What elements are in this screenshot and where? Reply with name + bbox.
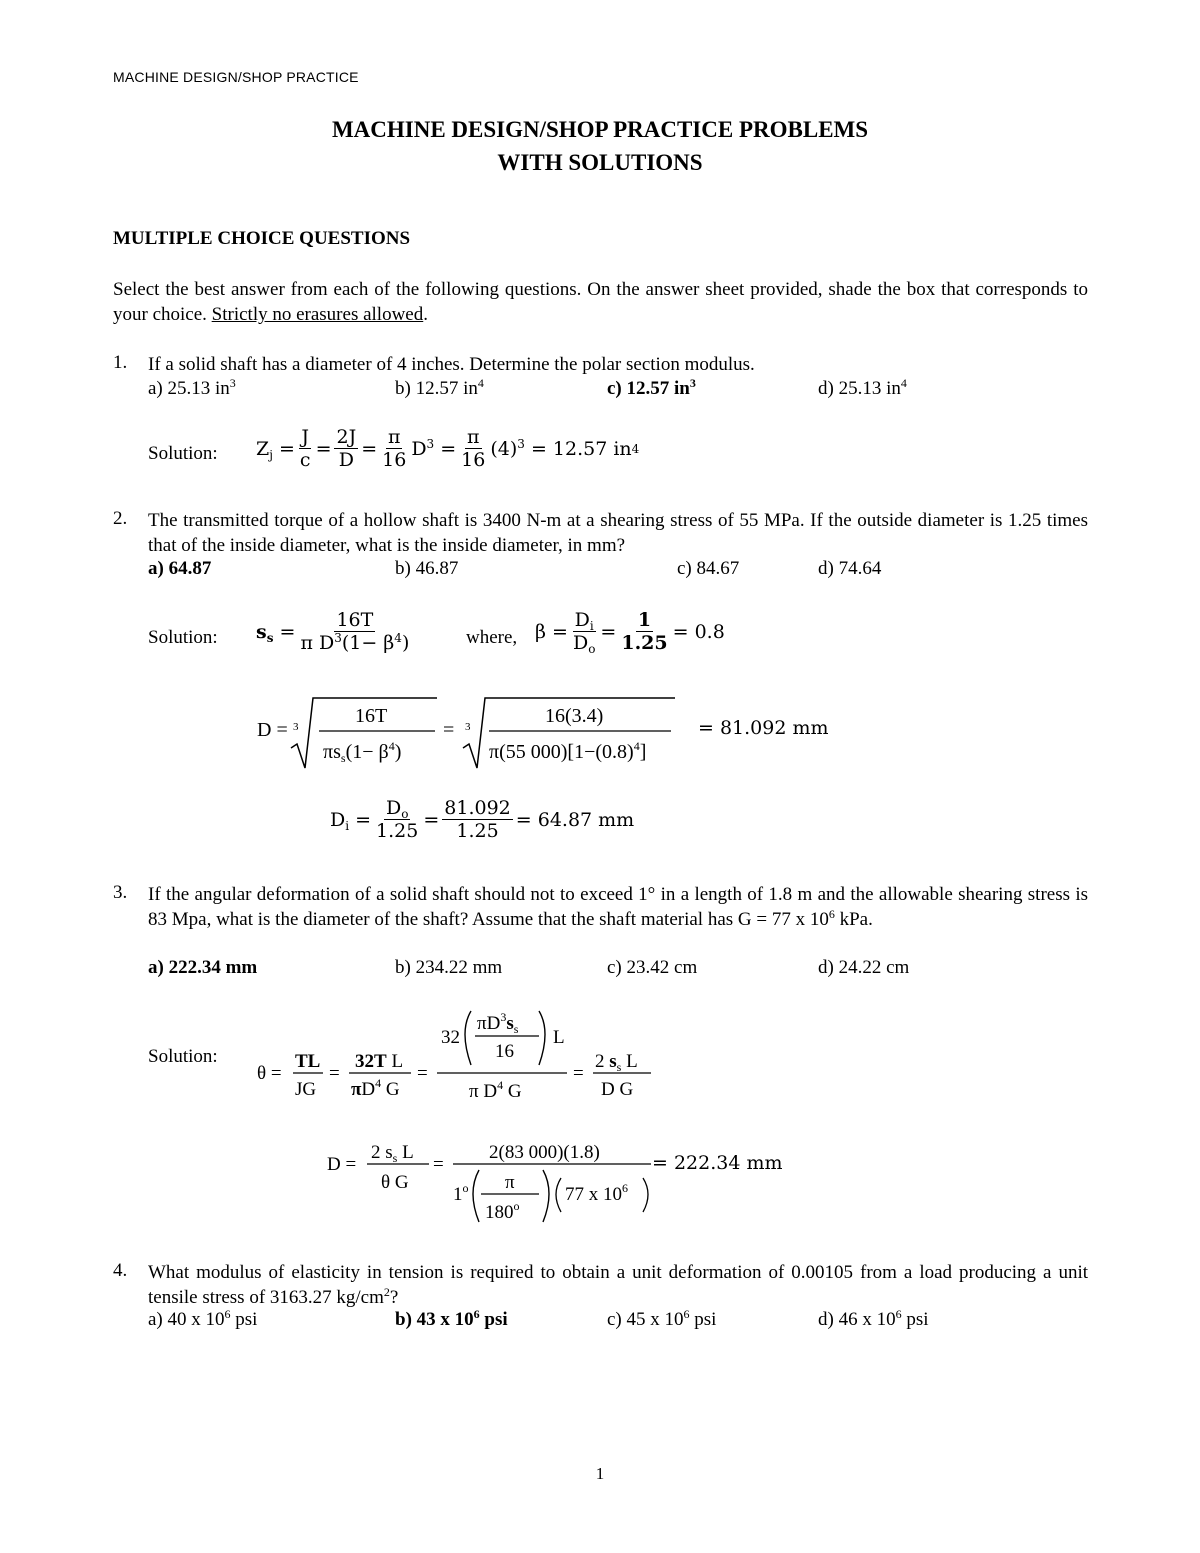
instructions-underlined: Strictly no erasures allowed [211,304,424,325]
svg-text:3: 3 [465,721,471,733]
question-3-text-end: kPa. [839,909,873,930]
svg-text:16: 16 [495,1041,514,1062]
svg-text:=: = [329,1063,340,1084]
q4-option-d-unit: psi [901,1309,929,1330]
svg-text:θ =: θ = [257,1063,282,1084]
svg-text:=: = [443,719,455,741]
q4-option-a-text: a) 40 x 10 [148,1309,225,1330]
svg-text:2 ss L: 2 $s_s$ L [371,1142,414,1165]
svg-text:D =: D = [257,719,288,741]
svg-text:θ G: θ G [381,1172,409,1193]
q1-option-b-sup: 4 [477,376,484,390]
q3-option-b: b) 234.22 mm [395,957,503,978]
instructions-text: Select the best answer from each of the following questions. On the answer sheet provided, shade the box that corresponds to your choice. [113,279,1088,325]
q3-D-result: = 222.34 mm [652,1152,783,1174]
q1-option-c-answer [607,378,696,400]
svg-text:77 x 106: 77 x $10^6$ [565,1181,628,1205]
question-3-text-sup: 6 [828,907,835,921]
q3-option-c: c) 23.42 cm [607,957,698,978]
svg-text:D =: D = [327,1154,357,1175]
q3-option-a-answer: a) 222.34 mm [148,957,258,978]
svg-text:=: = [433,1154,444,1175]
q1-option-b-text: b) 12.57 in [395,378,478,399]
question-2-text: The transmitted torque of a hollow shaft is 3400 N-m at a shearing stress of 55 MPa. If the outside diameter is 1.25 times that of the inside diameter, what is the inside diameter, in mm? [148,510,1088,556]
q4-option-c-text: c) 45 x 10 [607,1309,684,1330]
q2-option-d: d) 74.64 [818,558,882,579]
svg-text:π D4 G: π $D^4$ G [469,1078,522,1102]
svg-text:1o: 1$^o$ [453,1181,469,1205]
svg-text:2 ss L: 2 $s_s$ L [595,1051,638,1074]
q4-option-d [818,1309,929,1331]
svg-text:L: L [553,1027,565,1048]
svg-text:3: 3 [293,721,299,733]
instructions [113,277,1088,327]
svg-text:TL: TL [295,1051,321,1072]
svg-text:π: π [505,1172,515,1193]
q1-option-d-text: d) 25.13 in [818,378,901,399]
q2-D-result: = 81.092 mm [698,717,829,739]
q2-stress-equation: $s_s$ = $\frac{16T}{\pi D^3(1- \beta^4)}$ [256,609,410,654]
section-title: MULTIPLE CHOICE QUESTIONS [113,228,411,249]
svg-text:π(55 000)[1−(0.8)4]: π(55 $000)[1-(0.8)^4]$ [489,739,647,763]
q4-option-a [148,1309,257,1331]
q1-result: = 12.57 in [530,437,632,460]
document-title-line1: MACHINE DESIGN/SHOP PRACTICE PROBLEMS [331,117,869,142]
svg-text:=: = [417,1063,428,1084]
question-2-number: 2. [113,508,128,529]
document-title-line2: WITH SOLUTIONS [497,150,703,175]
q1-solution-label: Solution: [148,443,218,464]
svg-text:32: 32 [441,1027,460,1048]
svg-text:180o: 180$^o$ [485,1199,520,1223]
q4-option-a-exp: 6 [224,1307,231,1321]
q1-option-c-text: c) 12.57 in [607,378,690,399]
svg-text:=: = [573,1063,584,1084]
q4-option-b-text: b) 43 x 10 [395,1309,474,1330]
question-1-text: If a solid shaft has a diameter of 4 inches. Determine the polar section modulus. [148,354,755,375]
svg-text:πD3ss: $\pi D^3s_s$ [477,1010,519,1036]
svg-text:JG: JG [295,1079,317,1100]
q2-option-b: b) 46.87 [395,558,459,579]
question-1-number: 1. [113,352,128,373]
q1-option-a [148,378,236,400]
q4-option-b-unit: psi [479,1309,508,1330]
q4-option-d-text: d) 46 x 10 [818,1309,896,1330]
question-3-text-body: If the angular deformation of a solid shaft should not to exceed 1° in a length of 1.8 m and the allowable shearing stress is 83 Mpa, what is the diameter of the shaft? Assume that the shaft material has G = 77 x 10 [148,884,1088,930]
question-4-text [148,1260,1088,1310]
q1-solution-equation: $Z_j$ = $\frac{J}{c}$ = $\frac{2J}{D}$ = $\frac{\pi}{16}$ $D^3$ = $\frac{\pi}{16}$ $(4)^3$ = 12.57 in 4 [256,426,640,471]
q4-option-c-exp: 6 [683,1307,690,1321]
svg-text:πD4 G: $\pi D^4$ G [351,1076,400,1100]
q4-option-d-exp: 6 [895,1307,902,1321]
question-3-number: 3. [113,882,128,903]
q2-option-a-answer: a) 64.87 [148,558,212,579]
q2-Di-equation: $D_i$ = $\frac{D_o}{1.25}$ = $\frac{81.092}{1.25}$ = 64.87 mm [330,797,635,842]
q1-option-a-sup: 3 [229,376,236,390]
svg-text:32T L: 32T L [355,1051,404,1072]
q4-option-c-unit: psi [689,1309,717,1330]
q3-solution-label: Solution: [148,1046,218,1067]
q4-option-b-answer [395,1309,508,1331]
q3-D-equation [325,1130,665,1230]
page-number: 1 [595,1464,605,1483]
q2-diameter-equation-clean [255,692,695,774]
question-4-number: 4. [113,1260,128,1281]
q4-option-b-exp: 6 [473,1307,480,1321]
question-3-text [148,882,1088,932]
q1-option-d-sup: 4 [900,376,907,390]
q3-theta-equation [255,1005,675,1105]
q1-option-d [818,378,907,400]
running-header: MACHINE DESIGN/SHOP PRACTICE [113,69,359,85]
svg-text:2(83 000)(1.8): 2(83 000)(1.8) [489,1142,600,1163]
q2-beta-result: = 0.8 [672,620,725,643]
q2-solution-label: Solution: [148,627,218,648]
q2-Di-result: = 64.87 mm [515,808,635,831]
svg-text:16T: 16T [355,705,388,727]
q2-beta-equation: β = $\frac{D_i}{D_o}$ = $\frac{1}{1.25}$ = 0.8 [535,609,725,656]
q1-option-b [395,378,484,400]
q1-option-a-text: a) 25.13 in [148,378,230,399]
q2-where: where, [466,627,518,648]
svg-text:D G: D G [601,1079,634,1100]
q4-option-c [607,1309,716,1331]
q3-option-d: d) 24.22 cm [818,957,910,978]
instructions-end: . [423,304,428,325]
question-4-text-sup: 2 [383,1285,390,1299]
svg-text:16(3.4): 16(3.4) [545,705,604,727]
q4-option-a-unit: psi [230,1309,258,1330]
question-4-text-end: ? [389,1287,399,1308]
q1-option-c-sup: 3 [689,376,696,390]
q2-option-c: c) 84.67 [677,558,740,579]
question-4-text-body: What modulus of elasticity in tension is required to obtain a unit deformation of 0.00105 from a load producing a unit tensile stress of 3163.27 kg/cm [148,1262,1088,1308]
svg-text:πss(1− β4): $\pi s_s(1- \beta^4)$ [323,739,402,765]
